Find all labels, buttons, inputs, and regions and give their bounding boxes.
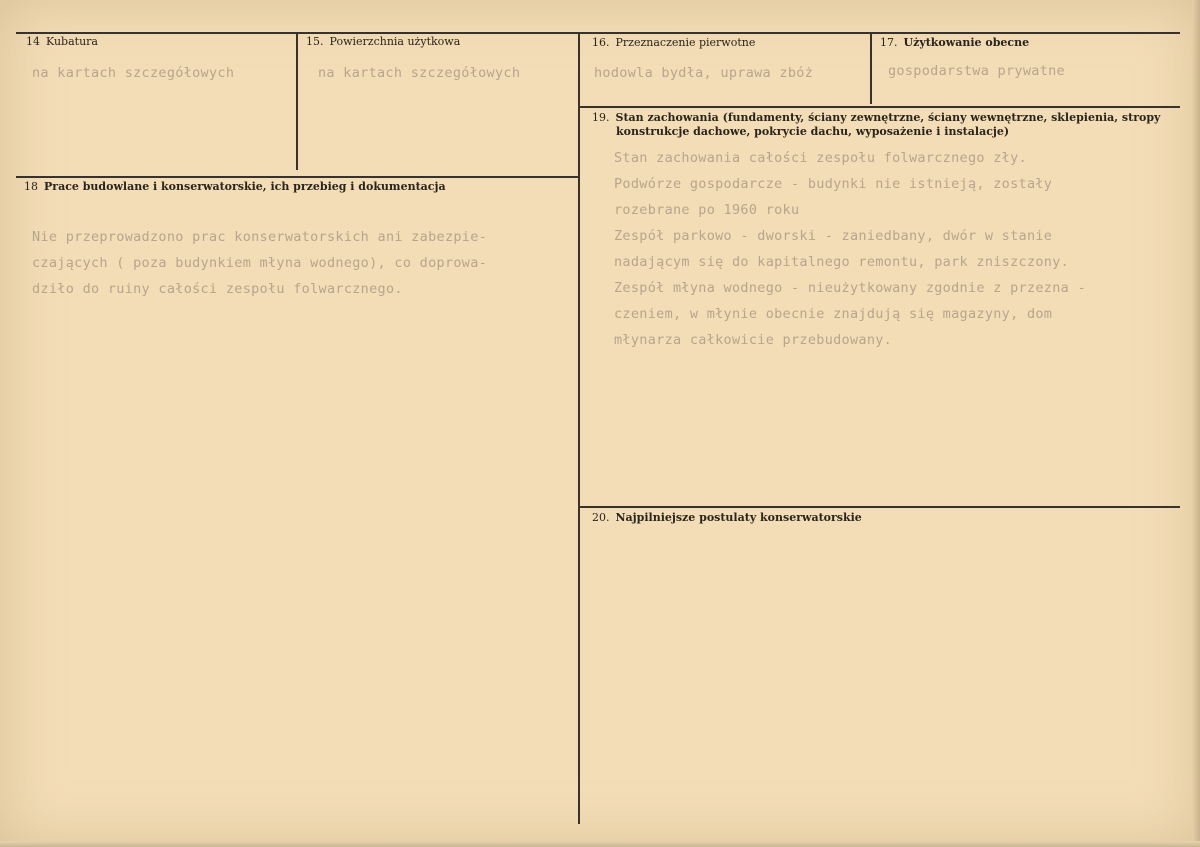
field-19-line-7: czeniem, w młynie obecnie znajdują się magazyny, dom	[614, 306, 1053, 322]
field-17-label	[880, 36, 1029, 50]
field-19-number: 19.	[592, 111, 610, 124]
field-14-number: 14	[26, 35, 40, 48]
field-17-value: gospodarstwa prywatne	[888, 63, 1065, 79]
field-16-value: hodowla bydła, uprawa zbóż	[594, 65, 814, 81]
divider-16-17	[870, 32, 872, 104]
field-19-value	[614, 145, 1086, 353]
field-20-label	[592, 511, 862, 525]
field-19-line-5: nadającym się do kapitalnego remontu, park zniszczony.	[614, 254, 1070, 270]
field-18-title: Prace budowlane i konserwatorskie, ich przebieg i dokumentacja	[44, 180, 446, 193]
divider-14-15	[296, 32, 298, 170]
field-18-label	[24, 180, 446, 194]
rule-above-19	[580, 106, 1180, 108]
field-16-label	[592, 36, 755, 50]
field-14-value: na kartach szczegółowych	[32, 65, 235, 81]
field-18-value	[32, 224, 487, 302]
field-19-line-4: Zespół parkowo - dworski - zaniedbany, dwór w stanie	[614, 228, 1053, 244]
main-vertical-divider	[578, 32, 580, 824]
field-14-title: Kubatura	[46, 35, 98, 48]
rule-above-18	[16, 176, 580, 178]
field-18-line-2: czających ( poza budynkiem młyna wodnego), co doprowa-	[32, 255, 488, 271]
field-17-title: Użytkowanie obecne	[903, 36, 1030, 49]
field-15-label	[306, 35, 460, 49]
field-20-number: 20.	[592, 511, 610, 524]
field-18-number: 18	[24, 180, 38, 193]
field-15-number: 15.	[306, 35, 324, 48]
field-16-number: 16.	[592, 36, 610, 49]
field-19-line-3: rozebrane po 1960 roku	[614, 202, 800, 218]
field-14-label	[26, 35, 98, 49]
field-19-line-6: Zespół młyna wodnego - nieużytkowany zgodnie z przezna -	[614, 280, 1086, 296]
field-17-number: 17.	[880, 36, 898, 49]
field-19-label	[592, 111, 1172, 139]
field-19-line-1: Stan zachowania całości zespołu folwarcznego zły.	[614, 150, 1027, 166]
field-19-line-2: Podwórze gospodarcze - budynki nie istnieją, zostały	[614, 176, 1053, 192]
field-19-line-8: młynarza całkowicie przebudowany.	[614, 332, 893, 348]
card-right-edge	[1192, 0, 1200, 847]
field-15-title: Powierzchnia użytkowa	[329, 35, 461, 48]
field-16-title: Przeznaczenie pierwotne	[615, 36, 756, 49]
field-20-title: Najpilniejsze postulaty konserwatorskie	[615, 511, 862, 524]
rule-above-20	[580, 506, 1180, 508]
card-bottom-edge	[0, 841, 1200, 847]
top-rule	[16, 32, 1180, 34]
field-18-line-1: Nie przeprowadzono prac konserwatorskich ani zabezpie-	[32, 229, 488, 245]
field-18-line-3: dziło do ruiny całości zespołu folwarcznego.	[32, 281, 403, 297]
field-19-title-line2: konstrukcje dachowe, pokrycie dachu, wyposażenie i instalacje)	[616, 125, 1010, 138]
field-19-title-line1: Stan zachowania (fundamenty, ściany zewnętrzne, ściany wewnętrzne, sklepienia, stropy	[615, 111, 1161, 124]
field-15-value: na kartach szczegółowych	[318, 65, 521, 81]
